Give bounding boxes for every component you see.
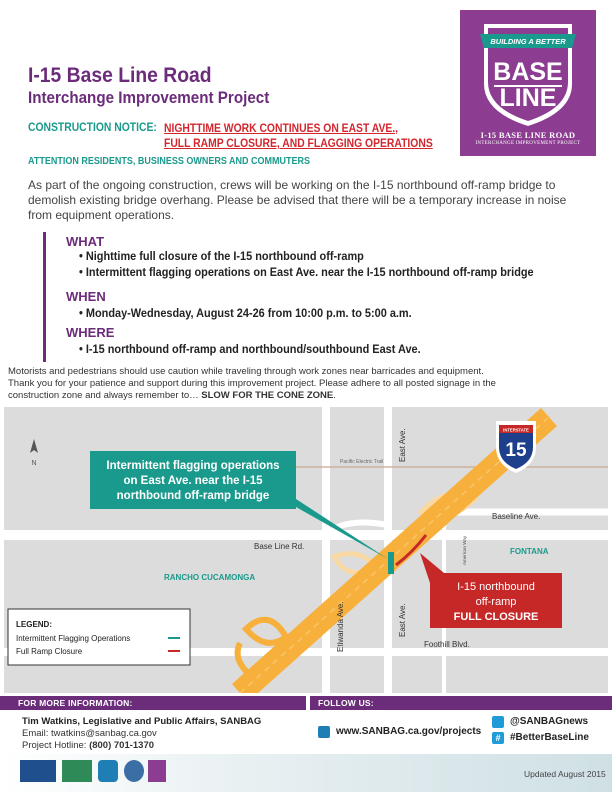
flagging-segment: [388, 552, 394, 574]
notice-line-1: NIGHTTIME WORK CONTINUES ON EAST AVE.,: [164, 123, 399, 135]
when-heading: WHEN: [66, 289, 106, 304]
website-link[interactable]: www.SANBAG.ca.gov/projects: [336, 726, 482, 737]
details-block: [43, 232, 589, 362]
legend-flagging: Intermittent Flagging Operations: [16, 634, 131, 643]
svg-text:on East Ave. near the I-15: on East Ave. near the I-15: [123, 475, 263, 487]
legend-closure: Full Ramp Closure: [16, 647, 83, 656]
caltrans-logo: [98, 760, 118, 782]
globe-icon: [318, 726, 330, 738]
where-heading: WHERE: [66, 325, 115, 340]
email-link[interactable]: twatkins@sanbag.ca.gov: [51, 728, 157, 739]
notice-headline: [164, 122, 433, 152]
what-item: • Nighttime full closure of the I-15 northbound off-ramp: [79, 251, 364, 263]
logo-word-base: BASE: [493, 58, 563, 86]
etiwanda-label: Etiwanda Ave.: [336, 601, 345, 652]
north-arrow-icon: [30, 439, 38, 453]
safety-note: Motorists and pedestrians should use caution while traveling through work zones near barricades and equipment. Thank you for your patience and support during this improvement project. Please adhere to all posted signage in the construction zone and always remember to… SLOW FOR THE CONE ZONE.: [8, 366, 496, 401]
hashtag[interactable]: #BetterBaseLine: [510, 732, 589, 743]
page-subtitle: Interchange Improvement Project: [28, 89, 270, 107]
page-title: I-15 Base Line Road: [28, 64, 212, 87]
svg-text:I-15 northbound: I-15 northbound: [457, 581, 535, 593]
attention-line: ATTENTION RESIDENTS, BUSINESS OWNERS AND COMMUTERS: [28, 156, 311, 167]
baseline-mini-logo: [148, 760, 166, 782]
follow-label: FOLLOW US:: [318, 698, 374, 708]
east-ave-label-bottom: East Ave.: [398, 603, 407, 637]
project-logo: [460, 10, 596, 156]
project-map: [4, 407, 608, 693]
pacific-trail-label: Pacific Electric Trail: [340, 459, 384, 465]
svg-text:FULL CLOSURE: FULL CLOSURE: [453, 611, 539, 623]
fontana-label: FONTANA: [510, 547, 549, 556]
foothill-label: Foothill Blvd.: [424, 640, 470, 649]
sanbag-logo: [20, 760, 56, 782]
notice-label: CONSTRUCTION NOTICE:: [28, 122, 157, 134]
contact-name: Tim Watkins, Legislative and Public Affairs, SANBAG: [22, 716, 262, 727]
baseline-ave-label: Baseline Ave.: [492, 512, 541, 521]
info-label: FOR MORE INFORMATION:: [18, 698, 133, 708]
contact-email: Email: twatkins@sanbag.ca.gov: [22, 728, 157, 739]
twitter-handle[interactable]: @SANBAGnews: [510, 716, 589, 727]
logo-subtagline: INTERCHANGE IMPROVEMENT PROJECT: [475, 141, 581, 146]
north-label: N: [31, 460, 37, 467]
hashtag-icon: #: [492, 732, 504, 744]
svg-text:northbound off-ramp bridge: northbound off-ramp bridge: [116, 490, 270, 502]
contact-phone: Project Hotline: (800) 701-1370: [22, 740, 155, 751]
shield-top-text: INTERSTATE: [503, 427, 529, 433]
logo-word-line: LINE: [499, 84, 557, 112]
where-item: • I-15 northbound off-ramp and northbound/southbound East Ave.: [79, 344, 421, 356]
logo-tagline: I-15 BASE LINE ROAD: [480, 130, 576, 140]
updated-date: Updated August 2015: [524, 769, 606, 779]
city-seal-logo: [124, 760, 144, 782]
notice-line-2: FULL RAMP CLOSURE, AND FLAGGING OPERATIONS: [164, 138, 433, 150]
twitter-icon: [492, 716, 504, 728]
legend-title: LEGEND:: [16, 620, 52, 629]
what-item: • Intermittent flagging operations on East Ave. near the I-15 northbound off-ramp bridge: [79, 267, 534, 279]
shield-number: 15: [505, 440, 527, 461]
logo-banner-text: BUILDING A BETTER: [490, 37, 566, 46]
american-way-label: American Way: [462, 535, 467, 565]
partner-logo: [62, 760, 92, 782]
when-item: • Monday-Wednesday, August 24-26 from 10:00 p.m. to 5:00 a.m.: [79, 308, 412, 320]
svg-text:off-ramp: off-ramp: [475, 596, 517, 608]
base-line-rd-label: Base Line Rd.: [254, 542, 305, 551]
rancho-label: RANCHO CUCAMONGA: [164, 573, 256, 582]
svg-text:Intermittent flagging operatio: Intermittent flagging operations: [106, 460, 280, 472]
intro-paragraph: As part of the ongoing construction, crews will be working on the I-15 northbound off-ramp bridge to demolish existing bridge overhang. Please be advised that there will be a temporary increase in noise from equipment operations.: [28, 178, 567, 222]
east-ave-label-top: East Ave.: [398, 428, 407, 462]
map-legend: [8, 609, 190, 665]
what-heading: WHAT: [66, 234, 105, 249]
cone-zone-emphasis: SLOW FOR THE CONE ZONE: [201, 390, 334, 401]
closure-callout: [420, 553, 562, 628]
